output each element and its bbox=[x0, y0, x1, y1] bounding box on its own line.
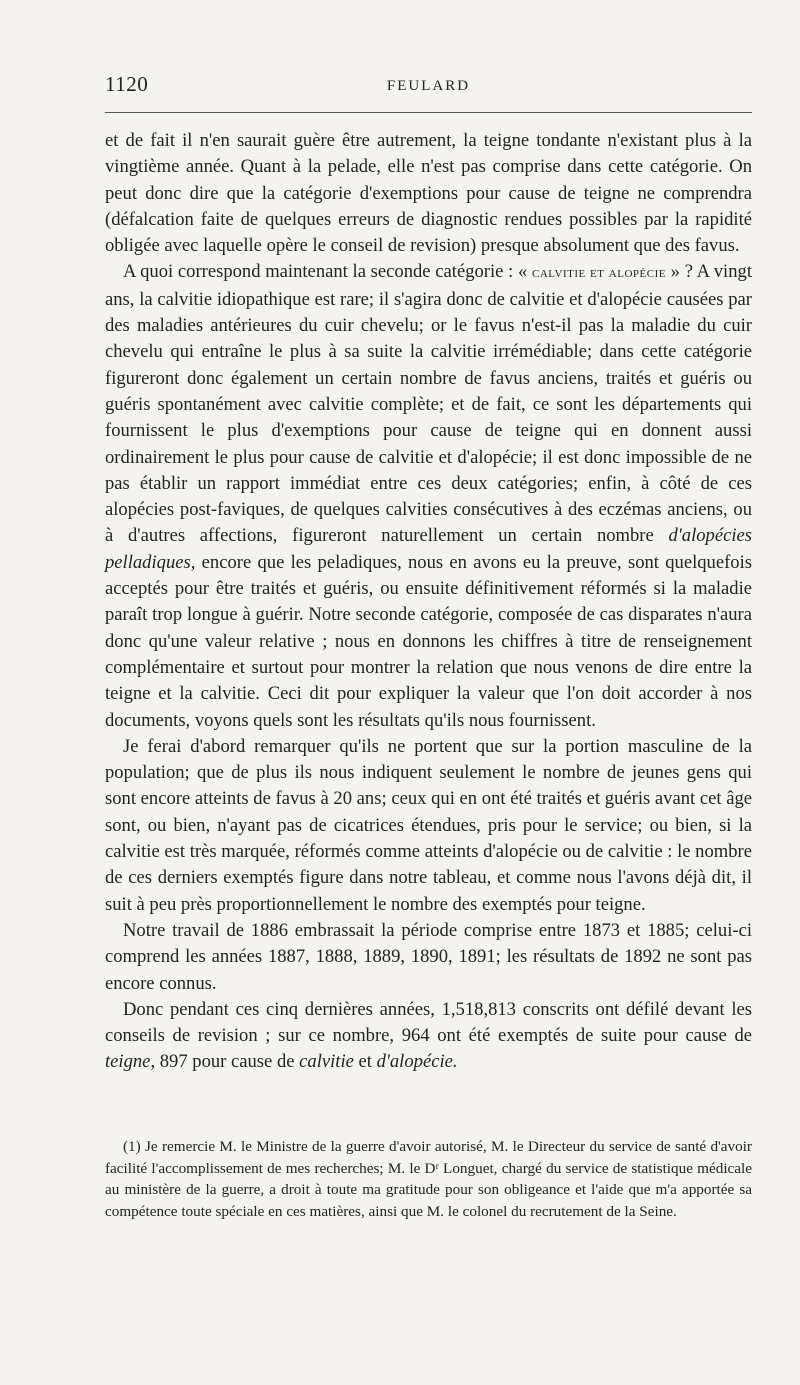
paragraph-2 bbox=[105, 259, 752, 733]
page-number: 1120 bbox=[105, 72, 149, 96]
paragraph-5 bbox=[105, 997, 752, 1076]
p2-text-b: » ? A vingt ans, la calvitie idiopathique est rare; il s'agira donc de calvitie et d'alopécie causées par des maladies antérieures du cuir chevelu; or le favus n'est-il pas la maladie du cuir chevelu qui entraîne le plus à sa suite la calvitie irrémédiable; dans cette catégorie figureront donc également un certain nombre de favus anciens, traités et guéris ou guéris spontanément avec calvitie complète; et de fait, ce sont les départements qui fournissent le plus d'exemptions pour cause de teigne qui en donnent aussi ordinairement le plus pour cause de calvitie et d'alopécie; il est donc impossible de ne pas établir un rapport immédiat entre ces deux catégories; enfin, à côté de ces alopécies post-faviques, de quelques calvities consécutives à des eczémas anciens, ou à d'autres affections, figureront naturellement un certain nombre bbox=[105, 261, 752, 547]
p5-italic-3: d'alopécie. bbox=[376, 1051, 458, 1073]
p5-italic-1: teigne bbox=[105, 1051, 151, 1073]
p5-text-b: , 897 pour cause de bbox=[150, 1051, 300, 1073]
p2-italic-1: d'alopécies pelladiques bbox=[105, 525, 752, 573]
footnote: (1) Je remercie M. le Ministre de la guerre d'avoir autorisé, M. le Directeur du service de santé d'avoir facilité l'accomplissement de mes recherches; M. le Dʳ Longuet, chargé du service de statistique médicale au ministère de la guerre, a droit à toute ma gratitude pour son obligeance et l'aide que m'a apportée sa compétence toute spéciale en ces matières, ainsi que M. le colonel du recrutement de la Seine. bbox=[105, 1138, 752, 1221]
paragraph-4: Notre travail de 1886 embrassait la période comprise entre 1873 et 1885; celui-ci comprend les années 1887, 1888, 1889, 1890, 1891; les résultats de 1892 ne sont pas encore connus. bbox=[105, 919, 752, 994]
p5-text-a: Donc pendant ces cinq dernières années, 1,518,813 conscrits ont défilé devant les conseils de revision ; sur ce nombre, 964 ont été exemptés de suite pour cause de bbox=[105, 998, 752, 1047]
body-text bbox=[105, 128, 752, 1076]
running-head: FEULARD bbox=[386, 78, 471, 94]
p2-smallcaps: calvitie et alopécie bbox=[532, 265, 666, 282]
page-header bbox=[105, 72, 752, 102]
p5-text-c: et bbox=[353, 1051, 377, 1073]
header-rule bbox=[105, 112, 752, 113]
p2-text-c: , encore que les peladiques, nous en avons eu la preuve, sont quelquefois acceptés pour être traités et guéris, ou ensuite définitivement réformés si la maladie paraît trop longue à guérir. Notre seconde catégorie, composée de cas disparates n'aura donc qu'une valeur relative ; nous en donnons les chiffres à titre de renseignement complémentaire et surtout pour montrer la relation que nous venons de dire entre la teigne et la calvitie. Ceci dit pour expliquer la valeur que l'on doit accorder à nos documents, voyons quels sont les résultats qu'ils nous fournissent. bbox=[105, 551, 752, 731]
paragraph-1: et de fait il n'en saurait guère être autrement, la teigne tondante n'existant plus à la vingtième année. Quant à la pelade, elle n'est pas comprise dans cette catégorie. On peut donc dire que la catégorie d'exemptions pour cause de teigne ne comprendra (défalcation faite de quelques erreurs de diagnostic rendues possibles par la rapidité obligée avec laquelle opère le conseil de revision) presque absolument que des favus. bbox=[105, 130, 752, 257]
p2-text-a: A quoi correspond maintenant la seconde catégorie : « bbox=[123, 261, 533, 283]
paragraph-3: Je ferai d'abord remarquer qu'ils ne portent que sur la portion masculine de la population; que de plus ils nous indiquent seulement le nombre de jeunes gens qui sont encore atteints de favus à 20 ans; ceux qui en ont été traités et guéris avant cet âge sont, ou bien, n'ayant pas de cicatrices étendues, pris pour le service; ou bien, si la calvitie est très marquée, réformés comme atteints d'alopécie ou de calvitie : le nombre de ces derniers exemptés figure dans notre tableau, et comme nous l'avons déjà dit, il suit à peu près proportionnellement le nombre des exemptés pour teigne. bbox=[105, 735, 752, 915]
p5-italic-2: calvitie bbox=[299, 1051, 354, 1073]
